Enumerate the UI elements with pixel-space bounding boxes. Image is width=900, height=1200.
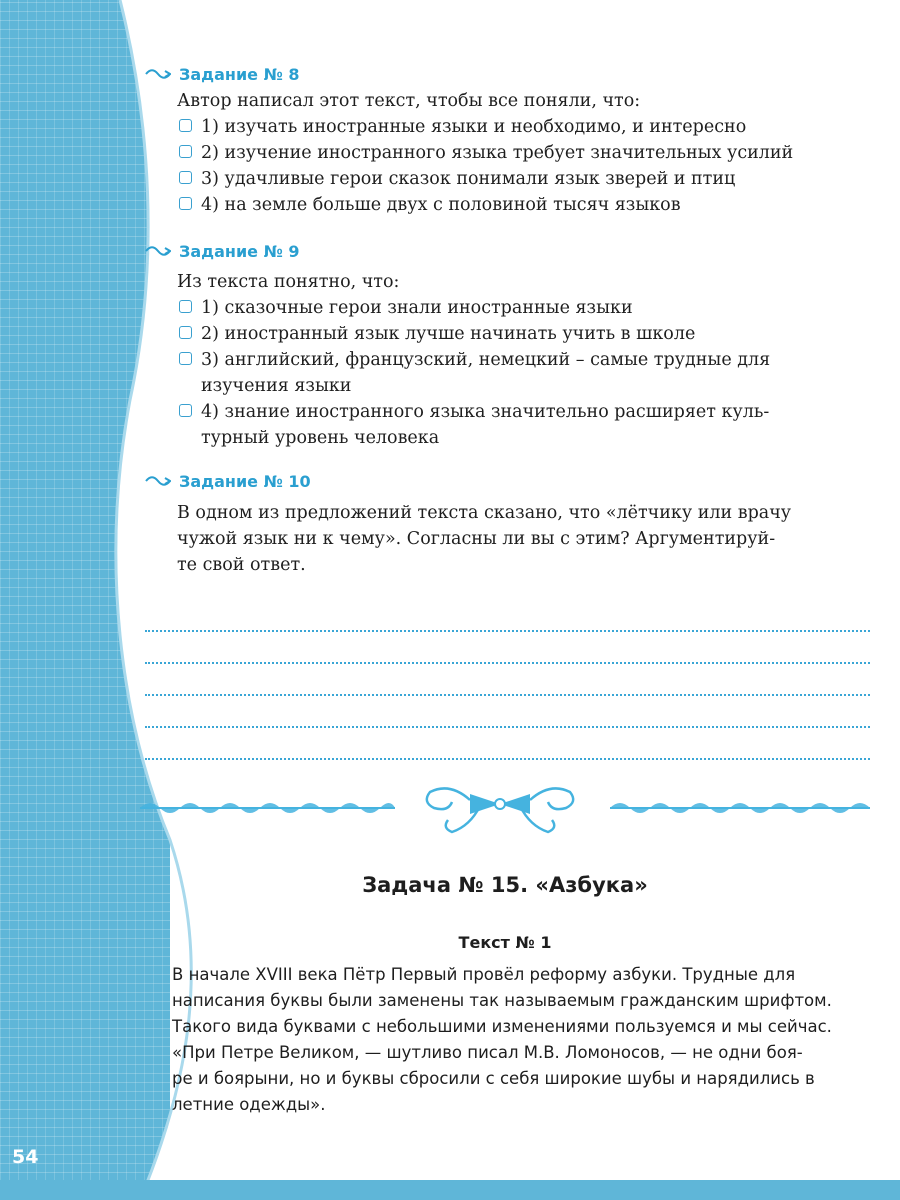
task-8-option-1[interactable]: 1) изучать иностранные языки и необходимо, и интересно — [145, 114, 880, 140]
checkbox[interactable] — [179, 326, 192, 339]
task-9-question: Из текста понятно, что: — [177, 272, 400, 292]
task-10-question: В одном из предложений текста сказано, что «лётчику или врачу чужой язык ни к чему». Согласны ли вы с этим? Аргументируй- те свой ответ. — [177, 503, 792, 575]
checkbox[interactable] — [179, 352, 192, 365]
task-10 — [145, 470, 880, 578]
checkbox[interactable] — [179, 197, 192, 210]
task-9-option-2[interactable]: 2) иностранный язык лучше начинать учить в школе — [145, 321, 880, 347]
task-9 — [145, 240, 880, 451]
ornament-divider — [0, 780, 900, 840]
pencil-arrow-icon — [145, 475, 171, 487]
answer-lines[interactable] — [145, 600, 870, 760]
checkbox[interactable] — [179, 404, 192, 417]
task-8-question: Автор написал этот текст, чтобы все поняли, что: — [177, 91, 641, 111]
task-8-option-2[interactable]: 2) изучение иностранного языка требует значительных усилий — [145, 140, 880, 166]
answer-line[interactable] — [145, 632, 870, 664]
bottom-band — [0, 1180, 900, 1200]
answer-line[interactable] — [145, 600, 870, 632]
checkbox[interactable] — [179, 300, 192, 313]
checkbox[interactable] — [179, 145, 192, 158]
answer-line[interactable] — [145, 696, 870, 728]
task-9-option-1[interactable]: 1) сказочные герои знали иностранные языки — [145, 295, 880, 321]
task-8-option-3[interactable]: 3) удачливые герои сказок понимали язык зверей и птиц — [145, 166, 880, 192]
text-label: Текст № 1 — [458, 933, 552, 952]
answer-line[interactable] — [145, 728, 870, 760]
pencil-arrow-icon — [145, 245, 171, 257]
problem-title: Задача № 15. «Азбука» — [362, 873, 648, 897]
checkbox[interactable] — [179, 119, 192, 132]
task-9-option-3[interactable]: 3) английский, французский, немецкий – самые трудные для изучения языки — [145, 347, 880, 399]
body-text — [172, 962, 862, 1118]
task-9-title: Задание № 9 — [145, 240, 880, 262]
checkbox[interactable] — [179, 171, 192, 184]
task-8-title: Задание № 8 — [145, 63, 880, 85]
pencil-arrow-icon — [145, 68, 171, 80]
task-8 — [145, 63, 880, 218]
paragraph-1: В начале XVIII века Пётр Первый провёл реформу азбуки. Трудные для написания буквы были заменены так называемым гражданским шрифтом. Такого вида буквами с небольшими изменениями пользуемся и мы сейчас. — [172, 965, 832, 1036]
page-number: 54 — [12, 1146, 39, 1168]
task-8-option-4[interactable]: 4) на земле больше двух с половиной тысяч языков — [145, 192, 880, 218]
task-10-title: Задание № 10 — [145, 470, 880, 492]
answer-line[interactable] — [145, 664, 870, 696]
paragraph-2: «При Петре Великом, — шутливо писал М.В. Ломоносов, — не одни боя- ре и боярыни, но и буквы сбросили с себя широкие шубы и нарядились в летние одежды». — [172, 1043, 815, 1114]
task-9-option-4[interactable]: 4) знание иностранного языка значительно расширяет куль- турный уровень человека — [145, 399, 880, 451]
